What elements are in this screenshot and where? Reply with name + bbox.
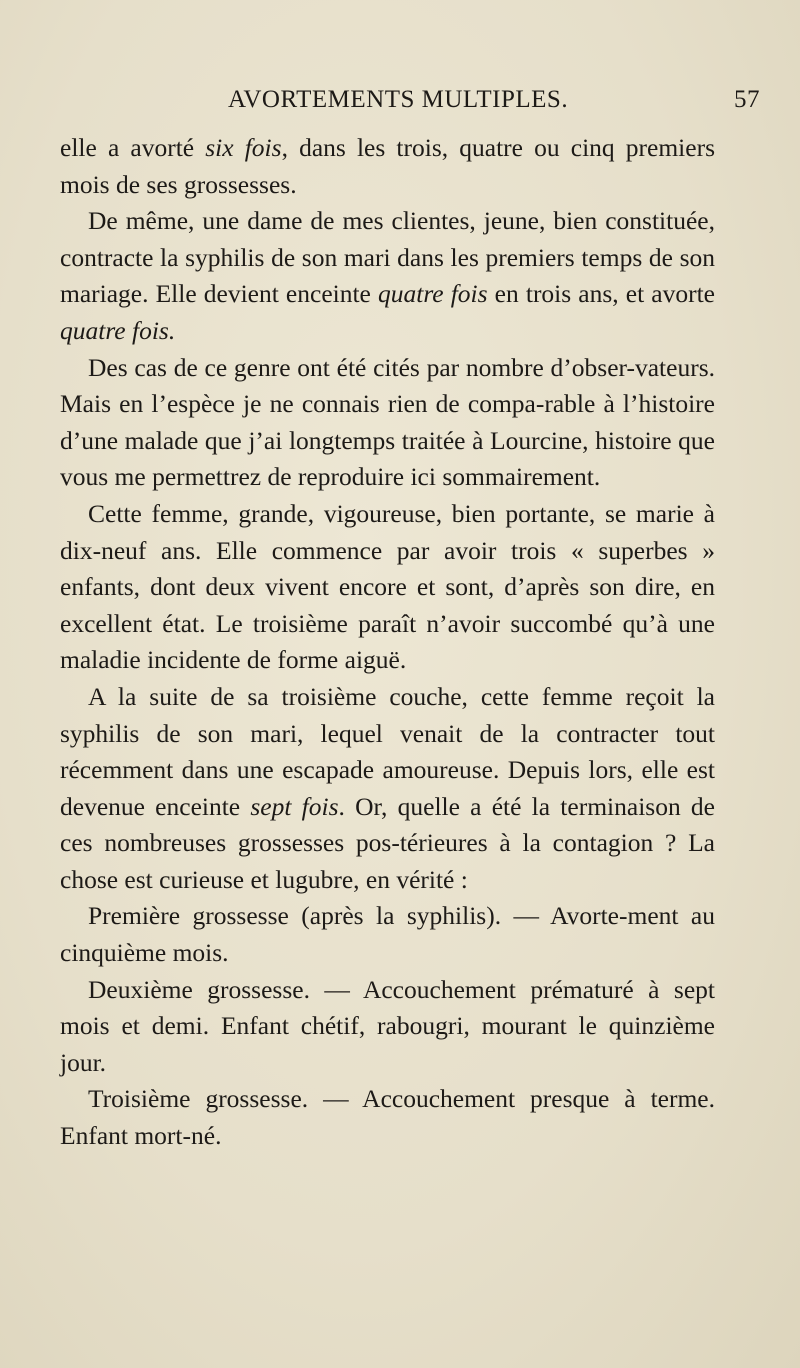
text-segment: en trois ans, et avorte <box>487 279 715 309</box>
text-segment: A la suite de sa troisième couche, cette femme reçoit la syphilis de son mari, lequel venait de la contracter tout récemment dans une escapade amoureuse. Depuis lors, elle est devenue enceinte <box>60 681 715 821</box>
paragraph <box>60 350 715 496</box>
text-segment: . Or, quelle a été la terminaison de ces nombreuses grossesses pos-térieures à la contagion ? La chose est curieuse et lugubre, en vérité : <box>60 791 716 894</box>
text-segment: , dans les trois, quatre ou cinq premiers mois de ses grossesses. <box>60 133 715 199</box>
page-header <box>100 86 760 116</box>
text-segment: Première grossesse (après la syphilis). — Avorte-ment au cinquième mois. <box>60 901 715 968</box>
paragraph <box>60 679 715 899</box>
text-segment: De même, une dame de mes clientes, jeune, bien constituée, contracte la syphilis de son mari dans les premiers temps de son mariage. Elle devient enceinte <box>60 206 715 309</box>
paragraph <box>60 972 715 1082</box>
body-text <box>60 130 715 1155</box>
paragraph <box>60 203 715 349</box>
italic-phrase: quatre fois. <box>60 315 176 345</box>
page-number: 57 <box>734 86 760 113</box>
italic-phrase: quatre fois <box>377 279 488 309</box>
paragraph <box>60 130 715 203</box>
paragraph <box>60 1081 715 1154</box>
text-segment: Troisième grossesse. — Accouchement presque à terme. Enfant mort-né. <box>60 1084 715 1151</box>
text-segment: Deuxième grossesse. — Accouchement prématuré à sept mois et demi. Enfant chétif, rabougri, mourant le quinzième jour. <box>60 974 715 1077</box>
paragraph <box>60 496 715 679</box>
text-segment: Des cas de ce genre ont été cités par nombre d’obser-vateurs. Mais en l’espèce je ne connais rien de compa-rable à l’histoire d’une malade que j’ai longtemps traitée à Lourcine, histoire que vous me permettrez de reproduire ici sommairement. <box>60 352 715 492</box>
text-segment: elle a avorté <box>60 133 206 162</box>
italic-phrase: sept fois <box>250 791 339 821</box>
text-segment: Cette femme, grande, vigoureuse, bien portante, se marie à dix-neuf ans. Elle commence par avoir trois « superbes » enfants, dont deux vivent encore et sont, d’après son dire, en excellent état. Le troisième paraît n’avoir succombé qu’à une maladie incidente de forme aiguë. <box>60 498 715 675</box>
italic-phrase: six fois <box>205 133 282 162</box>
running-title: AVORTEMENTS MULTIPLES. <box>228 86 569 113</box>
paragraph <box>60 898 715 971</box>
